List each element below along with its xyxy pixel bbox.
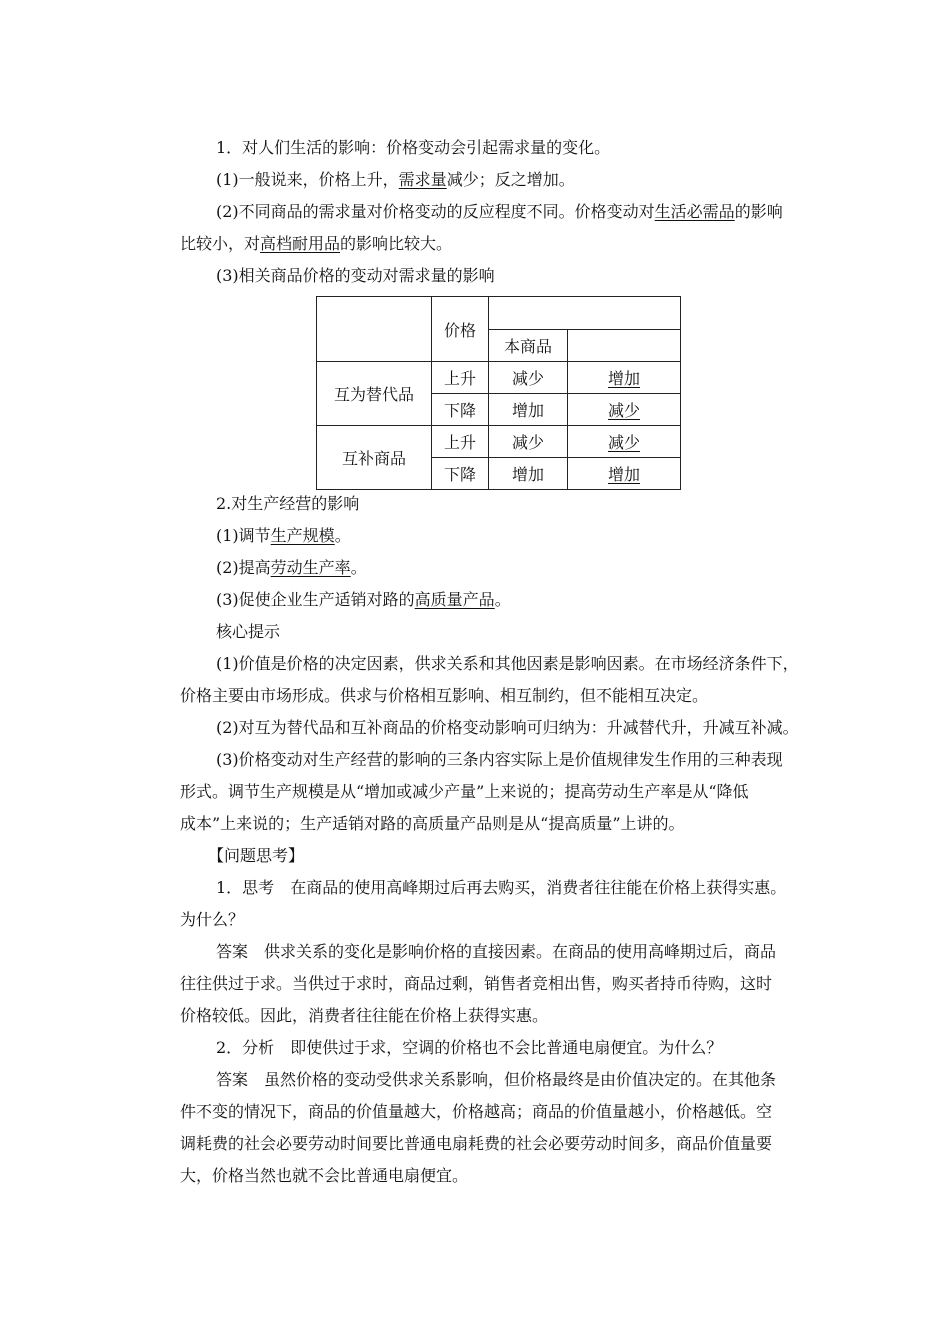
section1-item2-line2: 比较小，对高档耐用品的影响比较大。 bbox=[180, 234, 453, 253]
core-tip-p3-line1: (3)价格变动对生产经营的影响的三条内容实际上是价值规律发生作用的三种表现 bbox=[216, 750, 783, 769]
core-tip-p2: (2)对互为替代品和互补商品的价格变动影响可归纳为：升减替代升，升减互补减。 bbox=[216, 718, 799, 737]
table-cell-this: 增加 bbox=[489, 394, 568, 426]
section1-item2-line1: (2)不同商品的需求量对价格变动的反应程度不同。价格变动对生活必需品的影响 bbox=[216, 202, 783, 221]
table-cell-this: 增加 bbox=[489, 458, 568, 490]
section2-item1: (1)调节生产规模。 bbox=[216, 526, 351, 545]
section2-item2: (2)提高劳动生产率。 bbox=[216, 558, 367, 577]
table-cell-price: 下降 bbox=[432, 458, 489, 490]
blank-answer: 高档耐用品 bbox=[260, 234, 341, 253]
table-cell-price: 上升 bbox=[432, 426, 489, 458]
table-header-empty bbox=[489, 297, 681, 330]
answer2-line4: 大，价格当然也就不会比普通电扇便宜。 bbox=[180, 1166, 469, 1185]
table-corner-cell bbox=[317, 297, 432, 362]
related-goods-table bbox=[316, 296, 681, 490]
table-group-substitute: 互为替代品 bbox=[317, 362, 432, 426]
question1-line2: 为什么？ bbox=[180, 910, 245, 929]
section2-heading: 2.对生产经营的影响 bbox=[216, 494, 360, 513]
questions-title: 【问题思考】 bbox=[208, 846, 305, 865]
table-cell-this: 减少 bbox=[489, 426, 568, 458]
section2-item3: (3)促使企业生产适销对路的高质量产品。 bbox=[216, 590, 511, 609]
section1-item3: (3)相关商品价格的变动对需求量的影响 bbox=[216, 266, 495, 285]
table-cell-other: 增加 bbox=[568, 458, 681, 490]
answer2-line3: 调耗费的社会必要劳动时间要比普通电扇耗费的社会必要劳动时间多，商品价值量要 bbox=[180, 1134, 773, 1153]
table-cell-this: 减少 bbox=[489, 362, 568, 394]
question2-line1: 2．分析 即使供过于求，空调的价格也不会比普通电扇便宜。为什么？ bbox=[216, 1038, 723, 1057]
blank-answer: 劳动生产率 bbox=[270, 558, 351, 577]
answer1-line1: 答案 供求关系的变化是影响价格的直接因素。在商品的使用高峰期过后，商品 bbox=[216, 942, 777, 961]
table-cell-other: 减少 bbox=[568, 394, 681, 426]
core-tip-p1-line2: 价格主要由市场形成。供求与价格相互影响、相互制约，但不能相互决定。 bbox=[180, 686, 709, 705]
table-header-price: 价格 bbox=[432, 297, 489, 362]
table-cell-other: 增加 bbox=[568, 362, 681, 394]
table-cell-price: 上升 bbox=[432, 362, 489, 394]
table-group-complement: 互补商品 bbox=[317, 426, 432, 490]
core-tip-p1-line1: (1)价值是价格的决定因素，供求关系和其他因素是影响因素。在市场经济条件下， bbox=[216, 654, 799, 673]
table-header-blank bbox=[568, 329, 681, 362]
answer1-line2: 往往供过于求。当供过于求时，商品过剩，销售者竞相出售，购买者持币待购，这时 bbox=[180, 974, 773, 993]
blank-answer: 需求量 bbox=[398, 170, 447, 189]
table-cell-other: 减少 bbox=[568, 426, 681, 458]
answer2-line1: 答案 虽然价格的变动受供求关系影响，但价格最终是由价值决定的。在其他条 bbox=[216, 1070, 777, 1089]
question1-line1: 1．思考 在商品的使用高峰期过后再去购买，消费者往往能在价格上获得实惠。 bbox=[216, 878, 787, 897]
answer1-line3: 价格较低。因此，消费者往往能在价格上获得实惠。 bbox=[180, 1006, 549, 1025]
blank-answer: 高质量产品 bbox=[414, 590, 495, 609]
core-tip-p3-line3: 成本”上来说的；生产适销对路的高质量产品则是从“提高质量”上讲的。 bbox=[180, 814, 685, 833]
blank-answer: 生活必需品 bbox=[654, 202, 735, 221]
section1-heading: 1．对人们生活的影响：价格变动会引起需求量的变化。 bbox=[216, 138, 611, 157]
section1-item1: (1)一般说来，价格上升，需求量减少；反之增加。 bbox=[216, 170, 575, 189]
answer2-line2: 件不变的情况下，商品的价值量越大，价格越高；商品的价值量越小，价格越低。空 bbox=[180, 1102, 773, 1121]
core-tip-title: 核心提示 bbox=[216, 622, 281, 641]
table-header-this-goods: 本商品 bbox=[489, 329, 568, 362]
core-tip-p3-line2: 形式。调节生产规模是从“增加或减少产量”上来说的；提高劳动生产率是从“降低 bbox=[180, 782, 749, 801]
blank-answer: 生产规模 bbox=[270, 526, 335, 545]
table-cell-price: 下降 bbox=[432, 394, 489, 426]
